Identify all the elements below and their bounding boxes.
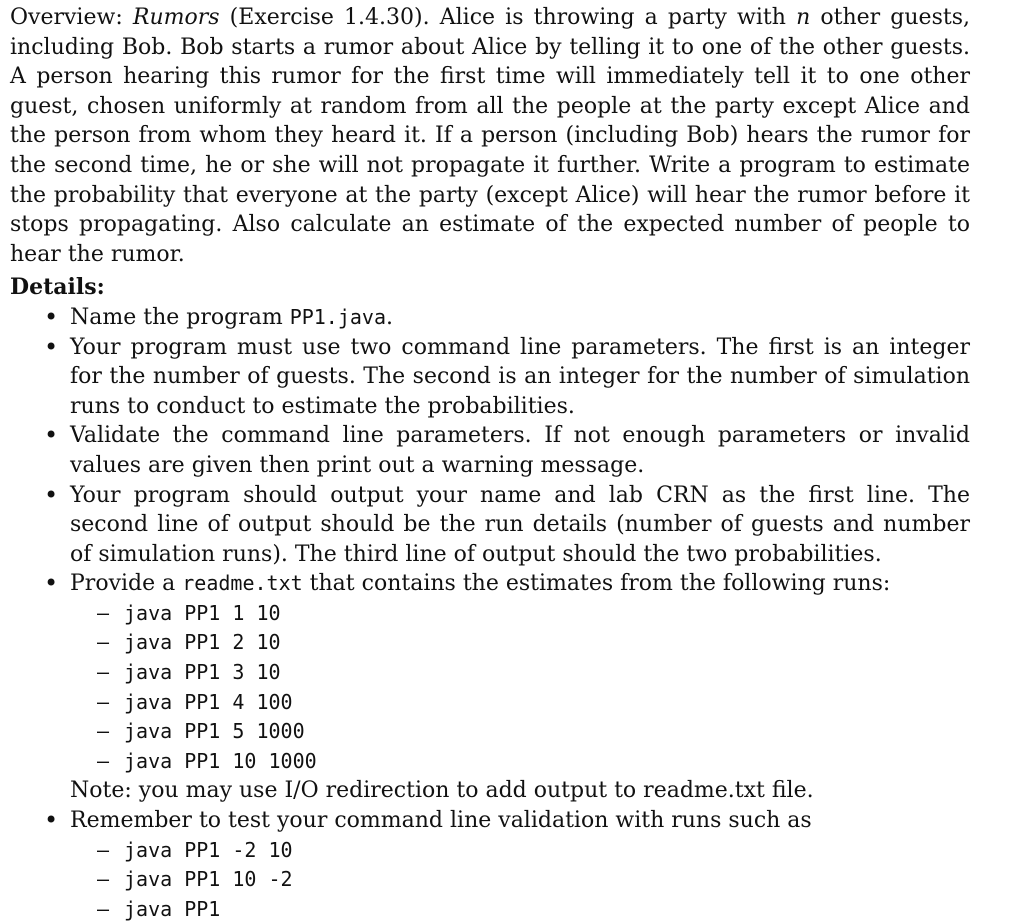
overview-text-start: Alice is throwing a party with [439, 5, 786, 30]
detail-item-parameters: • Your program must use two command line parameters. The first is an integer for the number of guests. The second is an integer for the number of simulation runs to conduct to estimate the probabilities. [70, 333, 970, 422]
detail-item-readme [70, 569, 970, 806]
command-item: – java PP1 1 10 [124, 599, 970, 629]
assignment-document [10, 3, 970, 924]
overview-title: Rumors [132, 5, 220, 30]
command-item: – java PP1 4 100 [124, 688, 970, 718]
detail-text: Name the program [70, 304, 283, 330]
command-item: – java PP1 10 -2 [124, 865, 970, 895]
details-list [10, 303, 970, 924]
detail-text: . [386, 304, 394, 330]
overview-text-rest: other guests, including Bob. Bob starts a rumor about Alice by telling it to one of the other guests. A person hearing this rumor for the first time will immediately tell it to one other guest, chosen uniformly at random from all the people at the party except Alice and the person from whom they heard it. If a person (including Bob) hears the rumor for the second time, he or she will not propagate it further. Write a program to estimate the probability that everyone at the party (except Alice) will hear the rumor before it stops propagating. Also calculate an estimate of the expected number of people to hear the rumor. [10, 5, 970, 267]
command-item: – java PP1 -2 10 [124, 836, 970, 866]
command-item: – java PP1 3 10 [124, 658, 970, 688]
validation-command-list [70, 836, 970, 924]
overview-paragraph [10, 3, 970, 269]
detail-text: Provide a [70, 571, 176, 597]
io-redirection-note: Note: you may use I/O redirection to add output to readme.txt file. [70, 778, 814, 804]
program-filename: PP1.java [289, 304, 387, 329]
detail-text: Remember to test your command line validation with runs such as [70, 808, 812, 834]
readme-command-list [70, 599, 970, 777]
overview-label: Overview: [10, 5, 123, 30]
details-heading: Details: [10, 274, 105, 301]
readme-filename: readme.txt [182, 571, 303, 596]
detail-item-output: • Your program should output your name and lab CRN as the first line. The second line of output should be the run details (number of guests and number of simulation runs). The third line of output should the two probabilities. [70, 481, 970, 570]
command-item: – java PP1 2 10 [124, 628, 970, 658]
command-item: – java PP1 5 1000 [124, 717, 970, 747]
detail-text: that contains the estimates from the following runs: [309, 571, 891, 597]
detail-item-validation-tests [70, 806, 970, 924]
overview-exercise-ref: (Exercise 1.4.30). [229, 5, 430, 30]
command-item: – java PP1 [124, 895, 970, 924]
command-item: – java PP1 10 1000 [124, 747, 970, 777]
overview-variable-n: n [796, 5, 811, 30]
detail-item-validation: • Validate the command line parameters. If not enough parameters or invalid values are given then print out a warning message. [70, 421, 970, 480]
detail-item-program-name [70, 303, 970, 333]
